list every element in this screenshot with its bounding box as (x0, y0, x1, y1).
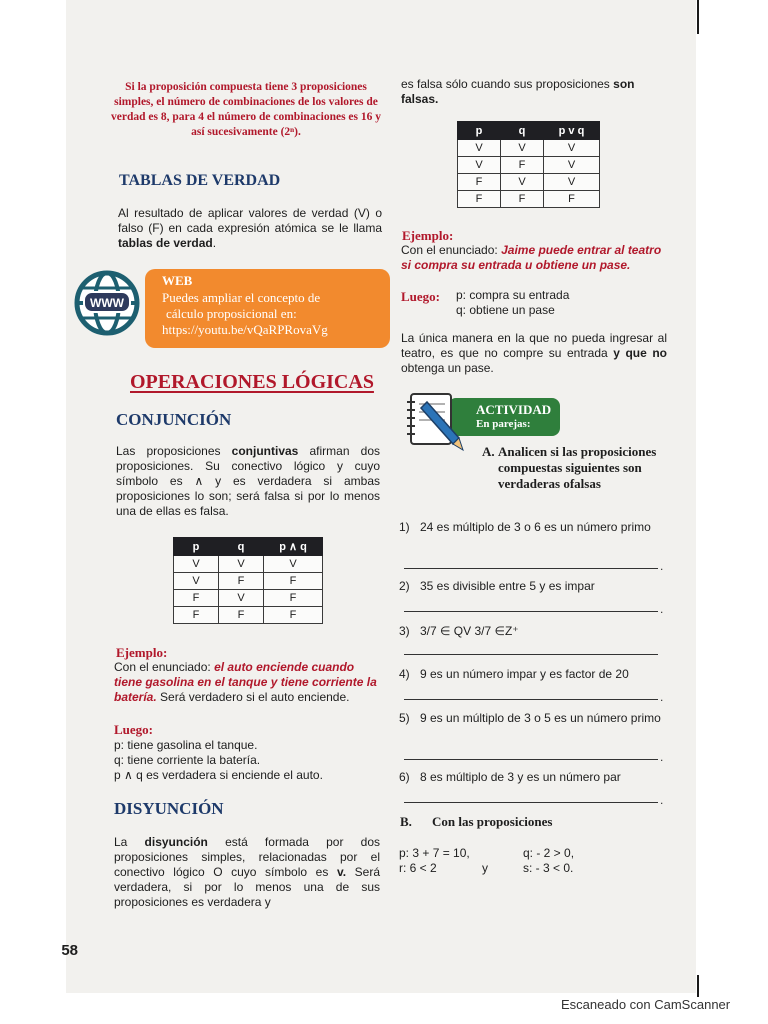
table-cell: F (544, 191, 600, 208)
disyuncion-ejemplo (401, 243, 669, 273)
table-cell: V (544, 157, 600, 174)
answer-dot: . (660, 559, 664, 573)
section-b-label: B. (400, 814, 412, 829)
www-label: WWW (90, 296, 124, 310)
item-text: 35 es divisible entre 5 y es impar (420, 579, 595, 593)
conjuncion-ejemplo (114, 660, 382, 705)
item-number: 1) (399, 520, 410, 534)
conjuncion-paragraph (116, 444, 380, 519)
table-cell: F (264, 607, 323, 624)
ejemplo-text-a: Con el enunciado: (114, 660, 211, 674)
table-row (458, 191, 600, 208)
conjuncion-truth-table (173, 537, 323, 624)
table-cell: F (174, 590, 219, 607)
luego-label: Luego: (401, 289, 440, 304)
luego-line: p: tiene gasolina el tanque. (114, 738, 258, 752)
page-edge (697, 975, 699, 997)
ejemplo-text-b: Será verdadero si el auto enciende. (160, 690, 350, 704)
ejemplo-italic: el auto enciende cuando tiene gasolina en el tanque y tiene corriente la batería. (114, 660, 377, 704)
table-header: p (458, 122, 501, 140)
disyuncion-paragraph (114, 835, 380, 910)
conjuncion-text-a: Las proposiciones (116, 444, 221, 458)
disyuncion-conclusion (401, 331, 667, 376)
item-number: 6) (399, 770, 410, 784)
item-text: 24 es múltiplo de 3 o 6 es un número primo (420, 520, 651, 534)
answer-line[interactable] (404, 802, 658, 803)
item-text: 3/7 ∈ QV 3/7 ∈Z⁺ (420, 624, 519, 638)
disyuncion-truth-table (457, 121, 600, 208)
prop-q: q: - 2 > 0, (523, 846, 575, 860)
conclusion-bold: y que no (613, 346, 667, 360)
table-cell: V (544, 174, 600, 191)
disyuncion-text-b: está formada por dos proposiciones simples, relacionadas por el conectivo lógico O cuyo símbolo es (114, 835, 380, 879)
table-header: p v q (544, 122, 600, 140)
answer-dot: . (660, 602, 664, 616)
table-cell: F (458, 191, 501, 208)
table-header: q (501, 122, 544, 140)
table-header: q (219, 538, 264, 556)
ejemplo-italic: Jaime puede entrar al teatro si compra su entrada u obtiene un pase. (401, 243, 662, 272)
tablas-text: Al resultado de aplicar valores de verdad (V) o falso (F) en cada expresión atómica se le llama (118, 206, 382, 235)
disyuncion-bold: disyunción (144, 835, 208, 849)
table-cell: V (174, 556, 219, 573)
table-row (174, 573, 323, 590)
table-cell: F (501, 191, 544, 208)
table-cell: V (264, 556, 323, 573)
cont-bold: son falsas. (401, 77, 635, 106)
disyuncion-text-c: Será verdadera, si por lo menos una de sus proposiciones es verdadera y (114, 865, 381, 909)
web-url[interactable]: https://youtu.be/vQaRPRovaVg (162, 322, 328, 337)
luego-q: q: obtiene un pase (456, 303, 555, 317)
table-cell: F (219, 573, 264, 590)
table-cell: V (458, 140, 501, 157)
conjuncion-heading: CONJUNCIÓN (116, 410, 232, 429)
globe-icon (74, 270, 140, 336)
actividad-subtitle: En parejas: (476, 418, 531, 430)
web-line-1: Puedes ampliar el concepto de (162, 290, 321, 305)
web-title: WEB (162, 273, 193, 288)
actividad-title: ACTIVIDAD (476, 402, 552, 417)
ejemplo-text-a: Con el enunciado: (401, 243, 498, 257)
operaciones-title: OPERACIONES LÓGICAS (130, 371, 374, 393)
conjuncion-bold: conjuntivas (231, 444, 299, 458)
table-row (174, 607, 323, 624)
table-cell: V (501, 174, 544, 191)
ejemplo-label: Ejemplo: (402, 228, 454, 243)
table-cell: F (501, 157, 544, 174)
page-number: 58 (61, 942, 78, 959)
tablas-paragraph (118, 206, 382, 251)
prop-r: r: 6 < 2 (399, 861, 437, 875)
table-cell: F (458, 174, 501, 191)
item-number: 4) (399, 667, 410, 681)
table-cell: V (174, 573, 219, 590)
tablas-end: . (212, 236, 217, 250)
item-number: 2) (399, 579, 410, 593)
item-number: 3) (399, 624, 410, 638)
scanner-watermark: Escaneado con CamScanner (561, 997, 731, 1012)
table-row (458, 140, 600, 157)
answer-dot: . (660, 793, 664, 807)
tablas-bold: tablas de verdad (118, 236, 213, 250)
luego-line: q: tiene corriente la batería. (114, 753, 261, 767)
table-cell: V (219, 590, 264, 607)
luego-line: p ∧ q es verdadera si enciende el auto. (114, 768, 323, 782)
item-text: 9 es un múltiplo de 3 o 5 es un número primo (420, 711, 661, 725)
item-text: 8 es múltiplo de 3 y es un número par (420, 770, 621, 784)
page-edge (697, 0, 699, 34)
conclusion-text-b: obtenga un pase. (401, 361, 494, 375)
table-cell: V (458, 157, 501, 174)
answer-line[interactable] (404, 611, 658, 612)
answer-line[interactable] (404, 759, 658, 760)
answer-line[interactable] (404, 699, 658, 700)
answer-line[interactable] (404, 654, 658, 655)
table-header: p (174, 538, 219, 556)
table-cell: F (264, 573, 323, 590)
table-row (458, 157, 600, 174)
conjuncion-text-b: afirman dos proposiciones. Su conectivo lógico y cuyo símbolo es ∧ y es verdadera si ambas proposiciones lo son; será falsa si por lo menos una de ellas es falsa. (116, 444, 380, 518)
intro-note: Si la proposición compuesta tiene 3 proposiciones simples, el número de combinaciones de los valores de verdad es 8, para 4 el número de combinaciones es 16 y así sucesivamente (2ⁿ). (110, 81, 382, 138)
table-row (174, 556, 323, 573)
item-text: 9 es un número impar y es factor de 20 (420, 667, 629, 681)
cont-text: es falsa sólo cuando sus proposiciones (401, 77, 610, 91)
answer-dot: . (660, 750, 664, 764)
table-cell: F (219, 607, 264, 624)
disyuncion-symbol: v. (336, 865, 347, 879)
section-b-text: Con las proposiciones (432, 814, 553, 829)
table-cell: V (219, 556, 264, 573)
actividad-a-text: Analicen si las proposiciones compuestas siguientes son verdaderas ofalsas (498, 444, 657, 491)
conclusion-text-a: La única manera en la que no pueda ingresar al teatro, es que no compre su entrada (401, 331, 667, 360)
table-cell: F (174, 607, 219, 624)
table-header: p ∧ q (264, 538, 323, 556)
web-line-2: cálculo proposicional en: (166, 306, 297, 321)
answer-line[interactable] (404, 568, 658, 569)
prop-p: p: 3 + 7 = 10, (399, 846, 470, 860)
table-row (174, 590, 323, 607)
luego-label: Luego: (114, 722, 153, 737)
disyuncion-continuation (401, 77, 667, 107)
disyuncion-text-a: La (114, 835, 128, 849)
ejemplo-label: Ejemplo: (116, 645, 168, 660)
luego-p: p: compra su entrada (456, 288, 570, 302)
table-cell: F (264, 590, 323, 607)
actividad-a-label: A. (482, 444, 495, 459)
prop-conjunction: y (482, 861, 488, 875)
table-cell: V (501, 140, 544, 157)
item-number: 5) (399, 711, 410, 725)
answer-dot: . (660, 690, 664, 704)
disyuncion-heading: DISYUNCIÓN (114, 799, 224, 818)
tablas-heading: TABLAS DE VERDAD (119, 172, 281, 189)
notebook-pencil-icon (401, 386, 467, 456)
table-cell: V (544, 140, 600, 157)
table-row (458, 174, 600, 191)
prop-s: s: - 3 < 0. (523, 861, 574, 875)
